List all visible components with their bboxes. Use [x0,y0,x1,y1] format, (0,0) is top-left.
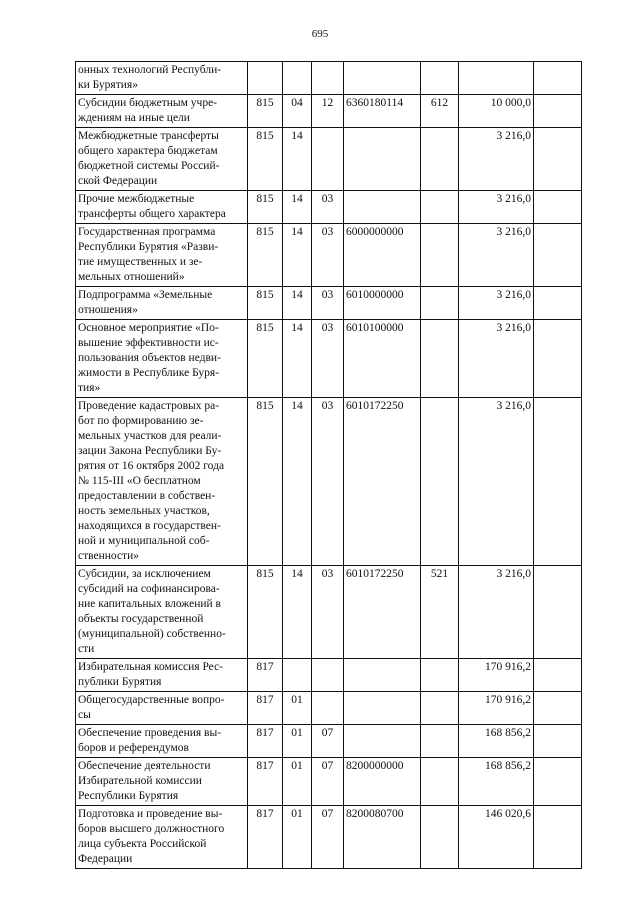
row-name-cell: Субсидии, за исключением субсидий на софинансирова- ние капитальных вложений в объекты государственной (муниципальной) собственно- сти [76,566,248,659]
table-row [76,224,582,287]
row-section-cell: 14 [283,191,312,224]
table-row [76,398,582,566]
row-subsection-cell [312,692,344,725]
row-extra-cell [534,191,582,224]
row-gov-code-cell: 815 [248,287,283,320]
row-amount-cell: 3 216,0 [459,224,534,287]
row-gov-code-cell [248,62,283,95]
row-target-article-cell [344,725,421,758]
row-section-cell: 04 [283,95,312,128]
row-subsection-cell: 03 [312,566,344,659]
table-body [76,62,582,869]
row-name-cell: Основное мероприятие «По- вышение эффективности ис- пользования объектов недви- жимости в Республике Буря- тия» [76,320,248,398]
page-number: 695 [311,28,329,40]
row-expense-type-cell [421,398,459,566]
row-expense-type-cell: 612 [421,95,459,128]
row-gov-code-cell: 817 [248,692,283,725]
table-row [76,62,582,95]
row-subsection-cell: 07 [312,725,344,758]
row-subsection-cell: 12 [312,95,344,128]
row-extra-cell [534,758,582,806]
row-gov-code-cell: 815 [248,566,283,659]
row-expense-type-cell [421,287,459,320]
table-row [76,191,582,224]
row-gov-code-cell: 817 [248,806,283,869]
row-expense-type-cell [421,692,459,725]
row-extra-cell [534,566,582,659]
row-section-cell: 14 [283,287,312,320]
table-row [76,806,582,869]
row-extra-cell [534,224,582,287]
row-target-article-cell [344,128,421,191]
row-section-cell: 14 [283,224,312,287]
row-gov-code-cell: 815 [248,191,283,224]
row-name-cell: онных технологий Республи- ки Бурятия» [76,62,248,95]
row-section-cell: 14 [283,128,312,191]
table-row [76,287,582,320]
row-amount-cell: 3 216,0 [459,320,534,398]
row-gov-code-cell: 815 [248,224,283,287]
row-target-article-cell [344,62,421,95]
row-expense-type-cell [421,725,459,758]
row-gov-code-cell: 817 [248,758,283,806]
row-amount-cell: 3 216,0 [459,287,534,320]
row-name-cell: Обеспечение деятельности Избирательной комиссии Республики Бурятия [76,758,248,806]
row-amount-cell [459,62,534,95]
row-name-cell: Субсидии бюджетным учре- ждениям на иные цели [76,95,248,128]
table-row [76,725,582,758]
table-row [76,128,582,191]
row-subsection-cell: 03 [312,287,344,320]
row-expense-type-cell [421,806,459,869]
row-extra-cell [534,128,582,191]
row-name-cell: Обеспечение проведения вы- боров и референдумов [76,725,248,758]
row-expense-type-cell [421,128,459,191]
budget-table [75,61,582,869]
row-extra-cell [534,398,582,566]
row-amount-cell: 3 216,0 [459,398,534,566]
table-row [76,566,582,659]
table-row [76,320,582,398]
row-extra-cell [534,806,582,869]
row-target-article-cell: 8200000000 [344,758,421,806]
row-subsection-cell: 03 [312,224,344,287]
row-amount-cell: 170 916,2 [459,692,534,725]
row-subsection-cell: 03 [312,398,344,566]
row-extra-cell [534,95,582,128]
row-name-cell: Прочие межбюджетные трансферты общего характера [76,191,248,224]
row-target-article-cell: 6010172250 [344,398,421,566]
row-expense-type-cell: 521 [421,566,459,659]
row-name-cell: Избирательная комиссия Рес- публики Бурятия [76,659,248,692]
row-name-cell: Проведение кадастровых ра- бот по формированию зе- мельных участков для реали- зации Закона Республики Бу- рятия от 16 октября 2002 года № 115-III «О бесплатном предоставлении в собствен- ность земельных участков, находящихся в государствен- ной и муниципальной соб- ственности» [76,398,248,566]
row-name-cell: Общегосударственные вопро- сы [76,692,248,725]
row-target-article-cell: 6010172250 [344,566,421,659]
row-section-cell: 01 [283,692,312,725]
row-section-cell: 14 [283,398,312,566]
row-expense-type-cell [421,224,459,287]
row-gov-code-cell: 817 [248,659,283,692]
row-amount-cell: 146 020,6 [459,806,534,869]
table-row [76,659,582,692]
row-subsection-cell: 03 [312,320,344,398]
row-subsection-cell: 03 [312,191,344,224]
row-extra-cell [534,725,582,758]
table-row [76,692,582,725]
row-extra-cell [534,287,582,320]
row-target-article-cell: 6000000000 [344,224,421,287]
row-section-cell [283,62,312,95]
row-section-cell: 01 [283,806,312,869]
row-subsection-cell [312,128,344,191]
row-subsection-cell: 07 [312,806,344,869]
row-section-cell: 14 [283,320,312,398]
row-extra-cell [534,62,582,95]
row-gov-code-cell: 815 [248,95,283,128]
row-section-cell: 01 [283,758,312,806]
row-section-cell [283,659,312,692]
row-amount-cell: 168 856,2 [459,725,534,758]
row-amount-cell: 170 916,2 [459,659,534,692]
row-expense-type-cell [421,659,459,692]
row-section-cell: 01 [283,725,312,758]
row-name-cell: Межбюджетные трансферты общего характера бюджетам бюджетной системы Россий- ской Федерации [76,128,248,191]
row-target-article-cell [344,191,421,224]
row-extra-cell [534,692,582,725]
row-subsection-cell [312,62,344,95]
row-extra-cell [534,320,582,398]
row-target-article-cell [344,659,421,692]
row-gov-code-cell: 815 [248,398,283,566]
row-subsection-cell: 07 [312,758,344,806]
row-expense-type-cell [421,320,459,398]
row-gov-code-cell: 815 [248,128,283,191]
row-name-cell: Подпрограмма «Земельные отношения» [76,287,248,320]
table-row [76,95,582,128]
row-expense-type-cell [421,758,459,806]
row-amount-cell: 168 856,2 [459,758,534,806]
row-subsection-cell [312,659,344,692]
row-gov-code-cell: 817 [248,725,283,758]
row-amount-cell: 10 000,0 [459,95,534,128]
row-gov-code-cell: 815 [248,320,283,398]
row-target-article-cell [344,692,421,725]
row-expense-type-cell [421,62,459,95]
row-target-article-cell: 6010000000 [344,287,421,320]
row-target-article-cell: 6010100000 [344,320,421,398]
row-amount-cell: 3 216,0 [459,191,534,224]
row-amount-cell: 3 216,0 [459,566,534,659]
row-amount-cell: 3 216,0 [459,128,534,191]
row-expense-type-cell [421,191,459,224]
row-target-article-cell: 8200080700 [344,806,421,869]
table-row [76,758,582,806]
row-extra-cell [534,659,582,692]
row-name-cell: Государственная программа Республики Бурятия «Разви- тие имущественных и зе- мельных отношений» [76,224,248,287]
row-name-cell: Подготовка и проведение вы- боров высшего должностного лица субъекта Российской Федерации [76,806,248,869]
row-target-article-cell: 6360180114 [344,95,421,128]
row-section-cell: 14 [283,566,312,659]
